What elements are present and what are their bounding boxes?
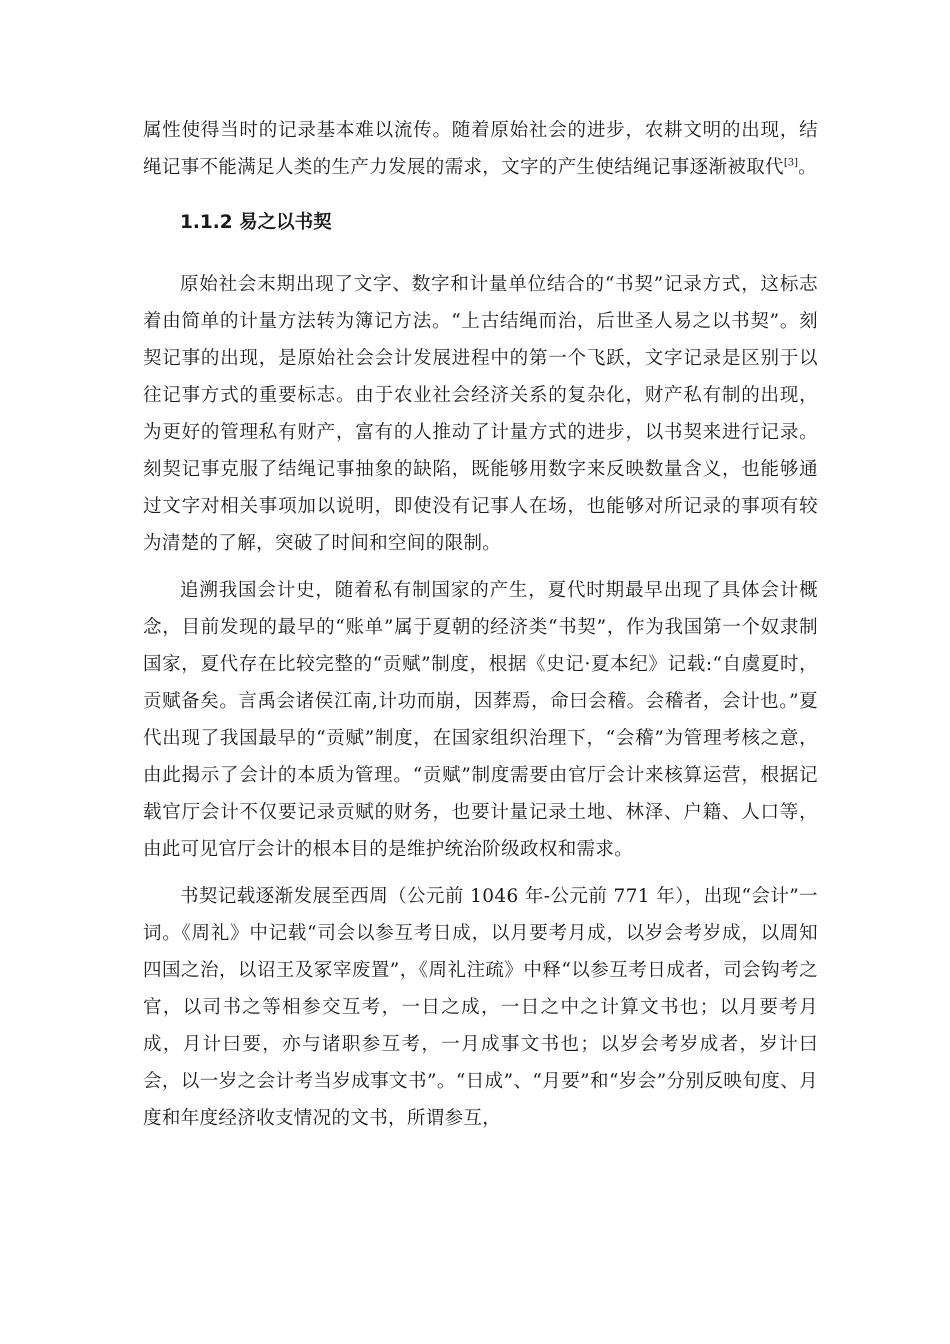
paragraph-continued-tail: 。 [798, 157, 817, 178]
section-heading: 1.1.2 易之以书契 [180, 212, 332, 233]
paragraph-continued-text: 属性使得当时的记录基本难以流传。随着原始社会的进步，农耕文明的出现，结绳记事不能满足人类的生产力发展的需求，文字的产生使结绳记事逐渐被取代 [143, 120, 818, 178]
paragraph-xia-dynasty: 追溯我国会计史，随着私有制国家的产生，夏代时期最早出现了具体会计概念，目前发现的最早的“账单”属于夏朝的经济类“书契”，作为我国第一个奴隶制国家，夏代存在比较完整的“贡赋”制度，根据《史记·夏本纪》记载:“自虞夏时，贡赋备矣。言禹会诸侯江南,计功而崩，因葬焉，命曰会稽。会稽者，会计也。”夏代出现了我国最早的“贡赋”制度，在国家组织治理下，“会稽”为管理考核之意，由此揭示了会计的本质为管理。“贡赋”制度需要由官厅会计来核算运营，根据记载官厅会计不仅要记录贡赋的财务，也要计量记录土地、林泽、户籍、人口等，由此可见官厅会计的根本目的是维护统治阶级政权和需求。 [143, 580, 818, 860]
document-page [143, 112, 818, 1137]
paragraph-continued [143, 112, 818, 186]
citation-marker: [3] [783, 157, 799, 169]
paragraph-western-zhou: 书契记载逐渐发展至西周（公元前 1046 年-公元前 771 年），出现“会计”一词。《周礼》中记载“司会以参互考日成，以月要考月成，以岁会考岁成，以周知四国之治，以诏王及冢宰废置”，《周礼注疏》中释“以参互考日成者，司会钩考之官，以司书之等相参交互考，一日之成，一日之中之计算文书也；以月要考月成，月计曰要，亦与诸职参互考，一月成事文书也；以岁会考岁成者，岁计曰会，以一岁之会计考当岁成事文书”。“日成”、“月要”和“岁会”分别反映旬度、月度和年度经济收支情况的文书，所谓参互， [143, 886, 818, 1129]
paragraph-shuqi: 原始社会末期出现了文字、数字和计量单位结合的“书契”记录方式，这标志着由简单的计量方法转为簿记方法。“上古结绳而治，后世圣人易之以书契”。刻契记事的出现，是原始社会会计发展进程中的第一个飞跃，文字记录是区别于以往记事方式的重要标志。由于农业社会经济关系的复杂化，财产私有制的出现，为更好的管理私有财产，富有的人推动了计量方式的进步，以书契来进行记录。刻契记事克服了结绳记事抽象的缺陷，既能够用数字来反映数量含义，也能够通过文字对相关事项加以说明，即使没有记事人在场，也能够对所记录的事项有较为清楚的了解，突破了时间和空间的限制。 [143, 274, 818, 554]
